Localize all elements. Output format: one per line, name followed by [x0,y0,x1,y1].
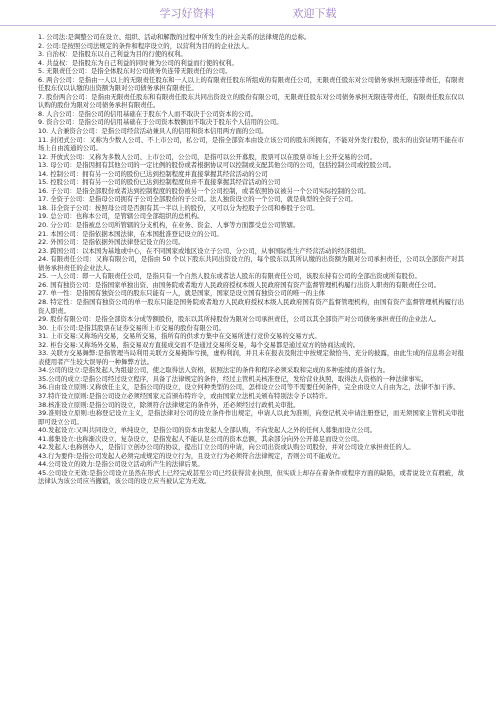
definition-paragraph: 40.发起设立:又叫共同设立，单纯设立，是指公司的资本由发起人全部认购，不向发起人之外的任何人募集而设立公司。 [38,426,377,435]
definition-paragraph: 18. 非全资子公司：按照母公司是否拥有其一半以上的股份，又可以分为控股子公司和参股子公司。 [38,203,319,212]
definition-paragraph: 27. 单一性：是指国有独资公司的股东只能有一人，就是国家，国家是设立国有独资公司的唯一的主体 [38,289,325,298]
definition-paragraph: 28. 特定性：是指国有独资公司的单一股东只能是国务院或者地方人民政府授权本级人民政府国有资产监督管理机构，由国有资产监督管理机构履行出资人职责。 [38,297,464,315]
definition-paragraph: 11. 封闭式公司：又称为少数人公司、不上市公司，私公司，是指全部资本由设立该公司的股东所拥有，不能对外发行股份，股东的出资证明不能在市场上自由流通的公司。 [38,135,464,153]
definition-paragraph: 31. 上市交易:又称场内交易，交易所交易，指所有的供求方集中在交易所进行竞价交易的交易方式。 [38,332,321,341]
definition-paragraph: 9. 资合公司：是指公司的信用基础在于公司资本数额而不取决于股东个人信用的公司。 [38,118,283,127]
definition-paragraph: 10. 人合兼资合公司：是指公司经营活动兼具人的信用和资本信用两方面的公司。 [38,127,268,136]
page-header [0,6,496,22]
definition-paragraph: 35.公司的成立:是指公司经过设立程序，具备了法律规定的条件，经过主管机关核准登记，发给营业执照，取得法人资格的一种法律事实。 [38,374,428,383]
definition-paragraph: 19. 总公司：也称本公司，是管辖公司全部组织的总机构。 [38,212,204,221]
definition-paragraph: 15. 控股公司：拥有另一公司的股份已达到控制程度但并不直接掌握其经营活动的公司 [38,178,281,187]
definition-paragraph: 39.准则设立原则:也称登记设立主义，是指法律对公司的设立条件作出规定，申请人以此为准则，向登记机关申请注册登记，而无须国家主管机关审批即可设立公司。 [38,409,464,426]
definition-paragraph: 38.核准设立原则:是指公司的设立，除须符合法律规定的条件外，还必须经过行政机关审批。 [38,400,300,409]
definition-paragraph: 12. 开放式公司：又称为多数人公司、上市公司，公公司，是指可以公开募股，股票可以在股票市场上公开交易的公司。 [38,152,377,161]
header-divider [0,25,496,26]
definition-paragraph: 16. 子公司：是指全部股份或者达到控制程度的股份被另一个公司控制，或者依照协议被另一个公司实际控制的公司。 [38,186,370,195]
definition-paragraph: 29. 股份有限公司：是指全部资本分成等额股份，股东以其所持股份为限对公司承担责任，公司以其全部资产对公司债务承担责任的企业法人。 [38,315,441,324]
definition-paragraph: 37.特许设立原则:是指公司设立必须经国家元首颁布特许令，或由国家立法机关颁布特别法令予以特许。 [38,391,332,400]
definition-paragraph: 4. 共益权：是指股东为自己利益的同时兼为公司的利益而行使的权利。 [38,58,238,67]
header-link-study-materials[interactable]: 学习好资料 [159,7,215,20]
definition-paragraph: 42.发起人:也称创办人，是指订立创办公司的协议，提出订立公司的申请，向公司出资或认购公司股份，并对公司设立承担责任的人。 [38,443,415,452]
definition-paragraph: 30. 上市公司:是指其股票在证券交易所上市交易的股份有限公司。 [38,323,225,332]
definition-paragraph: 25. 一人公司：即一人有限责任公司，是指只有一个自然人股东或者法人股东的有限责任公司，该股东持有公司的全部出资或所有股份。 [38,272,421,281]
definition-paragraph: 3. 自治权：是指股东以自己利益为目的行使的权利。 [38,50,187,59]
definition-paragraph: 36.自由设立原则:又称放任主义，是指公司的设立，设立何种类型的公司，怎样设立公司等不需要任何条件，完全由设立人自由为之，法律不加干涉。 [38,383,460,392]
definition-paragraph: 7. 股份两合公司：是指由无限责任股东和有限责任股东共同出资设立的股份有限公司，无限责任股东对公司债务承担无限连带责任，有限责任股东仅以认购的股份为限对公司债务承担有限责任。 [38,92,464,110]
definition-paragraph: 5. 无限责任公司：是指全体股东对公司债务负连带无限责任的公司。 [38,67,232,76]
document-body [38,33,464,695]
header-link-download[interactable]: 欢迎下载 [292,7,337,20]
definition-paragraph: 2. 公司:是按照公司法规定的条件和程序设立的，以营利为目的的企业法人。 [38,41,253,50]
definition-paragraph: 33. 关联方交易舞弊:是指管理当局利用关联方交易掩饰亏损，虚构利润，并且未在报表及附注中按规定做恰当、充分的披露，由此生成的信息将会对报表使用者产生较大误导的一种舞弊方法。 [38,349,464,366]
definition-paragraph: 14. 控制公司：拥有另一公司的股份已达到控制程度并直接掌握其经营活动的公司 [38,169,268,178]
definition-paragraph: 32. 柜台交易:又称场外交易，指交易双方直接成交而不是通过交易所交易，每个交易都是通过双方的协商达成的。 [38,340,360,349]
definition-paragraph: 20. 分公司：是指被总公司所管辖的分支机构，在业务、资金、人事等方面都受总公司管辖。 [38,221,300,230]
definition-paragraph: 43.行为要件:是指公司发起人必须完成规定的设立行为，且设立行为必须符合法律规定，否则公司不能成立。 [38,451,345,460]
definition-paragraph: 24. 有限责任公司：又称有限公司，是指由 50 个以下股东共同出资设立的，每个股东以其所认缴的出资额为限对公司承担责任，公司以全部资产对其债务承担责任的企业法人。 [38,255,464,272]
definition-paragraph: 6. 两合公司：是指由一人以上的无限责任股东和一人以上的有限责任股东所组成的有限责任公司，无限责任股东对公司债务承担无限连带责任，有限责任股东仅以认缴的出资额为限对公司债务承担有限责任。 [38,75,464,93]
definition-paragraph: 17. 全资子公司：是指母公司拥有子公司全部股份的子公司。法人独资设立的一个公司，就是典型的全资子公司。 [38,195,357,204]
definition-paragraph: 26. 国有独资公司：是指国家单独出资、由国务院或者地方人民政府授权本级人民政府国有资产监督管理机构履行出资人职责的有限责任公司。 [38,280,441,289]
definition-paragraph: 22. 外国公司：是指依据外国法律登记设立的公司。 [38,238,185,247]
definition-paragraph: 45.公司设立无效:是指公司设立虽然在形式上已经完成甚至公司已经获得营业执照，但实质上却存在着条件或程序方面的缺陷，或者说设立有瑕疵，故法律认为该公司应当撤销，该公司的设立应当被认定为无效。 [38,468,464,486]
definition-paragraph: 13. 母公司：是指因拥有其他公司的一定比例的股份或者根据协议可以控制或支配其他公司的公司，包括控制公司或控股公司。 [38,161,396,170]
definition-paragraph: 34.公司的设立:是指发起人为组建公司，使之取得法人资格，依照法定的条件和程序必须采取和完成的多种连续的准备行为。 [38,366,390,375]
definition-paragraph: 23. 跨国公司：以本国为基地或中心，在不同国家或地区设立子公司、分公司，从事国际性生产经营活动的经济组织。 [38,246,370,255]
definition-paragraph: 21. 本国公司：是指依据本国法律，在本国批准登记设立的公司。 [38,229,223,238]
definition-paragraph: 1. 公司法:是调整公司在设立、组织、活动和解散的过程中所发生的社会关系的法律规范的总称。 [38,33,311,41]
definition-paragraph: 8. 人合公司：是指公司的信用基础在于股东个人而不取决于公司资本的公司。 [38,109,258,118]
definition-paragraph: 44.公司设立的效力:是指公司设立活动所产生的法律后果。 [38,460,204,469]
definition-paragraph: 41.募集设立:也称渐次设立、复杂设立，是指发起人不能认足公司的资本总额，其余部分向外公开募足而设立公司。 [38,434,364,443]
